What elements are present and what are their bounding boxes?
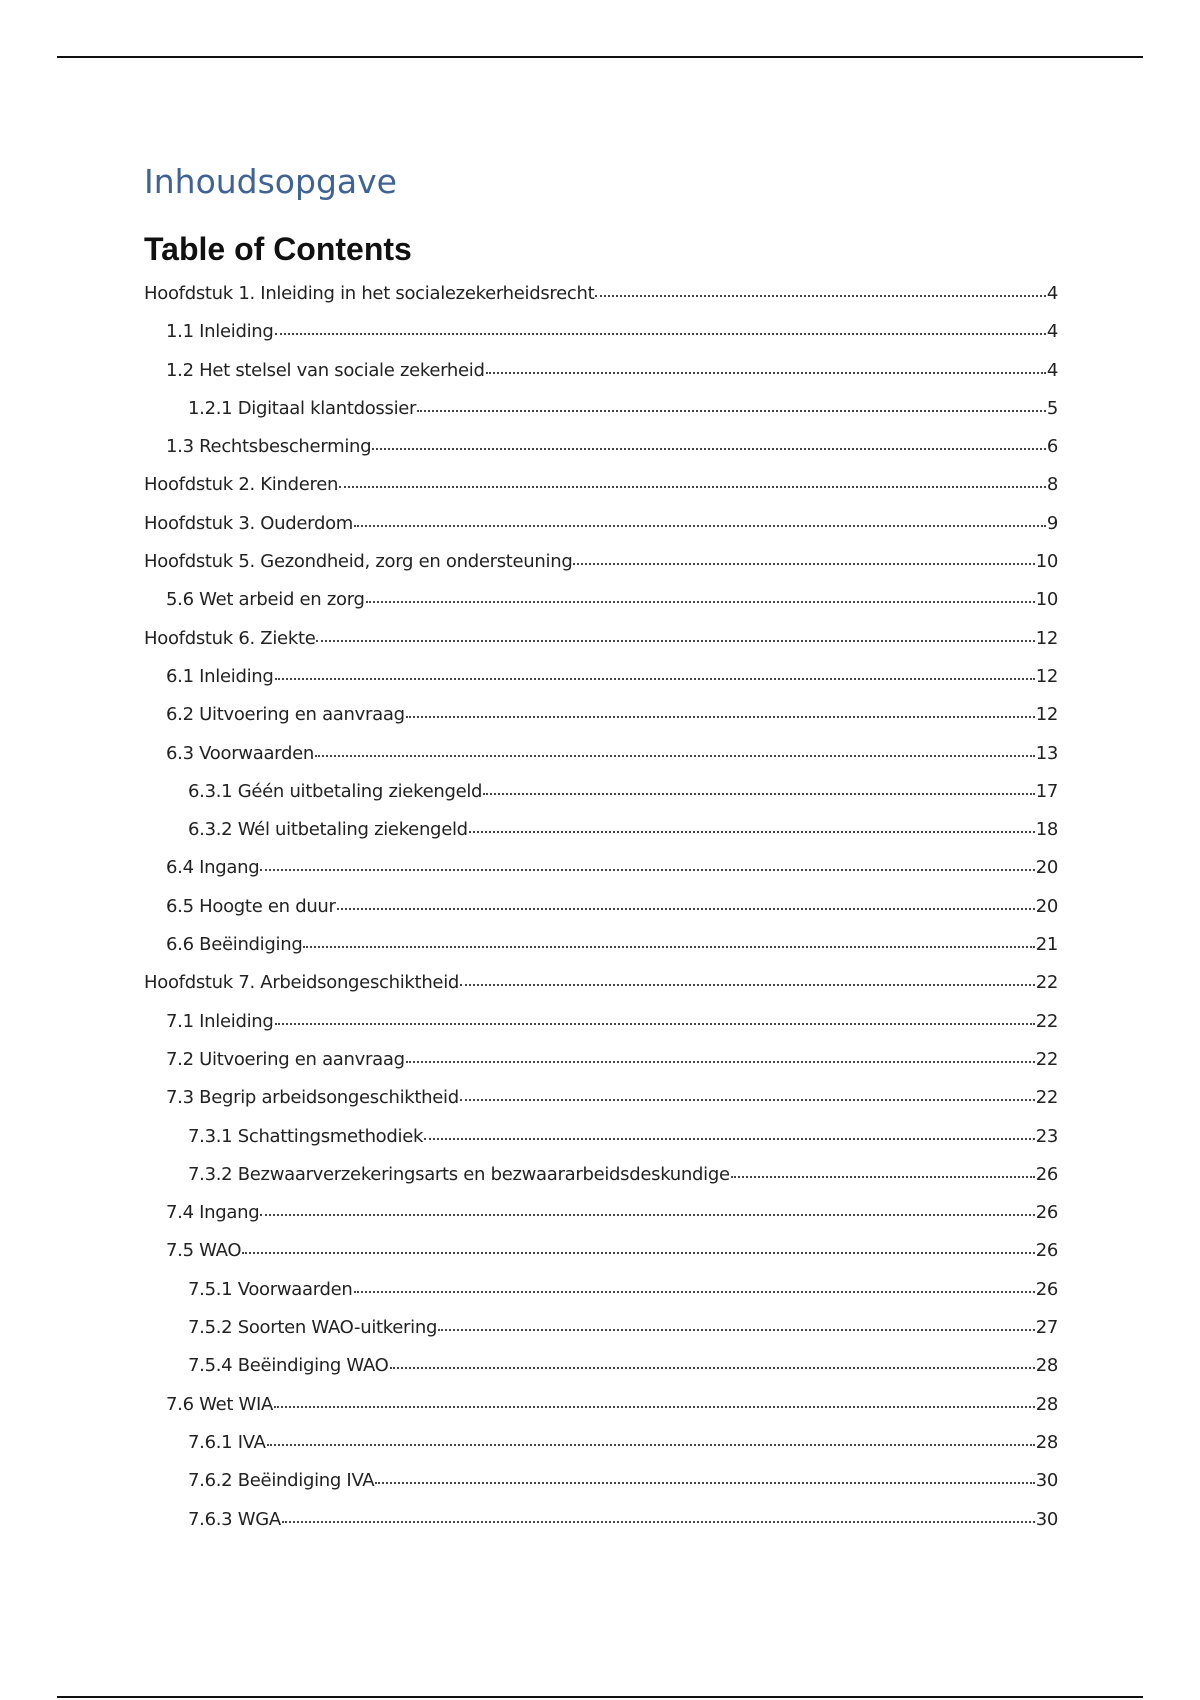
toc-entry[interactable] xyxy=(144,1159,1058,1197)
toc-entry-title: 6.6 Beëindiging xyxy=(166,934,303,956)
toc-entry-page: 28 xyxy=(1035,1431,1058,1453)
toc-entry[interactable] xyxy=(144,278,1058,316)
toc-entry[interactable] xyxy=(144,1044,1058,1082)
toc-entry-title: 6.1 Inleiding xyxy=(166,665,274,687)
toc-entry-title: 7.5.2 Soorten WAO-uitkering xyxy=(188,1317,438,1339)
toc-entry-page: 5 xyxy=(1046,397,1058,419)
toc-entry-page: 20 xyxy=(1035,895,1058,917)
toc-entry-title: 1.2 Het stelsel van sociale zekerheid xyxy=(166,359,485,381)
toc-entry[interactable] xyxy=(144,469,1058,507)
toc-entry-page: 26 xyxy=(1035,1202,1058,1224)
toc-dot-leader xyxy=(242,1252,1034,1254)
toc-entry[interactable] xyxy=(144,1350,1058,1388)
toc-entry[interactable] xyxy=(144,852,1058,890)
toc-entry[interactable] xyxy=(144,508,1058,546)
toc-entry-title: 6.5 Hoogte en duur xyxy=(166,895,336,917)
toc-entry-page: 10 xyxy=(1035,589,1058,611)
toc-entry-page: 26 xyxy=(1035,1240,1058,1262)
toc-dot-leader xyxy=(354,1291,1035,1293)
toc-dot-leader xyxy=(424,1138,1035,1140)
toc-dot-leader xyxy=(337,908,1035,910)
toc-dot-leader xyxy=(303,946,1034,948)
toc-dot-leader xyxy=(460,1099,1035,1101)
toc-entry[interactable] xyxy=(144,1389,1058,1427)
toc-entry-page: 28 xyxy=(1035,1393,1058,1415)
toc-dot-leader xyxy=(275,1023,1035,1025)
toc-entry-title: 7.3.1 Schattingsmethodiek xyxy=(188,1125,424,1147)
table-of-contents xyxy=(144,278,1058,1542)
toc-dot-leader xyxy=(406,716,1035,718)
toc-entry-page: 23 xyxy=(1035,1125,1058,1147)
toc-entry-title: 7.6.3 WGA xyxy=(188,1508,281,1530)
toc-dot-leader xyxy=(595,295,1045,297)
toc-entry-title: 6.4 Ingang xyxy=(166,857,260,879)
toc-dot-leader xyxy=(260,869,1034,871)
toc-entry-title: 7.6.2 Beëindiging IVA xyxy=(188,1470,375,1492)
toc-dot-leader xyxy=(282,1521,1035,1523)
toc-entry[interactable] xyxy=(144,1274,1058,1312)
toc-entry-title: 7.3 Begrip arbeidsongeschiktheid xyxy=(166,1087,459,1109)
toc-entry-page: 4 xyxy=(1046,283,1058,304)
toc-dot-leader xyxy=(390,1367,1035,1369)
toc-entry-page: 22 xyxy=(1035,972,1058,994)
toc-entry-page: 12 xyxy=(1035,704,1058,726)
toc-entry-page: 17 xyxy=(1035,780,1058,802)
toc-entry-title: 7.2 Uitvoering en aanvraag xyxy=(166,1048,405,1070)
toc-dot-leader xyxy=(316,640,1034,642)
toc-entry[interactable] xyxy=(144,776,1058,814)
toc-entry-page: 4 xyxy=(1046,359,1058,381)
toc-entry-page: 13 xyxy=(1035,742,1058,764)
toc-dot-leader xyxy=(460,984,1035,986)
toc-entry-title: 1.2.1 Digitaal klantdossier xyxy=(188,397,417,419)
toc-entry-title: 6.2 Uitvoering en aanvraag xyxy=(166,704,405,726)
toc-dot-leader xyxy=(573,563,1034,565)
toc-dot-leader xyxy=(406,1061,1035,1063)
toc-entry-title: Hoofdstuk 7. Arbeidsongeschiktheid xyxy=(144,972,460,994)
toc-entry[interactable] xyxy=(144,738,1058,776)
toc-dot-leader xyxy=(267,1444,1035,1446)
toc-entry-page: 18 xyxy=(1035,819,1058,841)
toc-dot-leader xyxy=(274,1406,1035,1408)
toc-entry-page: 12 xyxy=(1035,627,1058,649)
toc-entry[interactable] xyxy=(144,967,1058,1005)
toc-entry[interactable] xyxy=(144,1504,1058,1542)
toc-dot-leader xyxy=(339,486,1046,488)
toc-entry-page: 21 xyxy=(1035,934,1058,956)
toc-dot-leader xyxy=(315,755,1035,757)
toc-dot-leader xyxy=(366,601,1035,603)
toc-entry-title: 7.3.2 Bezwaarverzekeringsarts en bezwaararbeidsdeskundige xyxy=(188,1163,730,1185)
toc-entry-title: 7.5.1 Voorwaarden xyxy=(188,1278,353,1300)
toc-entry[interactable] xyxy=(144,1465,1058,1503)
toc-entry-title: Hoofdstuk 6. Ziekte xyxy=(144,627,316,649)
document-heading: Inhoudsopgave xyxy=(144,162,397,201)
toc-entry[interactable] xyxy=(144,1197,1058,1235)
toc-dot-leader xyxy=(731,1176,1035,1178)
toc-entry[interactable] xyxy=(144,699,1058,737)
toc-entry-page: 27 xyxy=(1035,1317,1058,1339)
toc-entry-title: 7.5.4 Beëindiging WAO xyxy=(188,1355,389,1377)
toc-entry-title: 6.3 Voorwaarden xyxy=(166,742,314,764)
header-rule xyxy=(57,56,1143,58)
toc-entry-title: 7.6 Wet WIA xyxy=(166,1393,274,1415)
toc-dot-leader xyxy=(260,1214,1034,1216)
toc-entry-title: Hoofdstuk 1. Inleiding in het socialezekerheidsrecht xyxy=(144,283,595,304)
toc-entry-page: 4 xyxy=(1046,321,1058,343)
toc-entry[interactable] xyxy=(144,1006,1058,1044)
toc-entry-page: 26 xyxy=(1035,1163,1058,1185)
toc-entry-title: 1.3 Rechtsbescherming xyxy=(166,436,372,458)
toc-entry[interactable] xyxy=(144,546,1058,584)
toc-entry-title: 7.4 Ingang xyxy=(166,1202,260,1224)
toc-dot-leader xyxy=(469,831,1035,833)
toc-entry-page: 30 xyxy=(1035,1508,1058,1530)
toc-dot-leader xyxy=(372,448,1046,450)
toc-entry[interactable] xyxy=(144,1082,1058,1120)
toc-entry-title: 7.1 Inleiding xyxy=(166,1010,274,1032)
toc-dot-leader xyxy=(486,372,1046,374)
toc-entry[interactable] xyxy=(144,814,1058,852)
toc-dot-leader xyxy=(483,793,1035,795)
toc-entry-page: 22 xyxy=(1035,1010,1058,1032)
toc-entry-title: Hoofdstuk 3. Ouderdom xyxy=(144,512,354,534)
toc-entry-title: Hoofdstuk 2. Kinderen xyxy=(144,474,339,496)
toc-dot-leader xyxy=(438,1329,1035,1331)
toc-entry[interactable] xyxy=(144,1427,1058,1465)
toc-dot-leader xyxy=(417,410,1046,412)
toc-entry-page: 28 xyxy=(1035,1355,1058,1377)
toc-entry[interactable] xyxy=(144,1235,1058,1273)
toc-entry-page: 8 xyxy=(1046,474,1058,496)
toc-entry[interactable] xyxy=(144,661,1058,699)
toc-entry[interactable] xyxy=(144,1121,1058,1159)
toc-entry-title: 1.1 Inleiding xyxy=(166,321,274,343)
toc-entry-title: 7.5 WAO xyxy=(166,1240,242,1262)
toc-entry-page: 22 xyxy=(1035,1048,1058,1070)
toc-entry-page: 10 xyxy=(1035,551,1058,573)
toc-title: Table of Contents xyxy=(144,231,412,267)
toc-entry-page: 9 xyxy=(1046,512,1058,534)
toc-dot-leader xyxy=(354,525,1046,527)
toc-entry[interactable] xyxy=(144,1312,1058,1350)
toc-entry[interactable] xyxy=(144,316,1058,354)
toc-entry[interactable] xyxy=(144,584,1058,622)
toc-entry-page: 6 xyxy=(1046,436,1058,458)
footer-rule xyxy=(57,1696,1143,1698)
toc-dot-leader xyxy=(375,1482,1034,1484)
toc-dot-leader xyxy=(275,678,1035,680)
toc-entry-title: 6.3.1 Géén uitbetaling ziekengeld xyxy=(188,780,483,802)
toc-entry[interactable] xyxy=(144,623,1058,661)
toc-entry-title: 6.3.2 Wél uitbetaling ziekengeld xyxy=(188,819,468,841)
toc-entry-page: 12 xyxy=(1035,665,1058,687)
toc-entry-title: 5.6 Wet arbeid en zorg xyxy=(166,589,365,611)
toc-entry-page: 22 xyxy=(1035,1087,1058,1109)
toc-entry[interactable] xyxy=(144,355,1058,393)
toc-entry[interactable] xyxy=(144,891,1058,929)
toc-entry-title: 7.6.1 IVA xyxy=(188,1431,266,1453)
toc-entry-page: 30 xyxy=(1035,1470,1058,1492)
toc-entry-page: 20 xyxy=(1035,857,1058,879)
toc-entry-page: 26 xyxy=(1035,1278,1058,1300)
toc-entry-title: Hoofdstuk 5. Gezondheid, zorg en ondersteuning xyxy=(144,551,573,573)
toc-dot-leader xyxy=(275,333,1046,335)
toc-entry[interactable] xyxy=(144,929,1058,967)
toc-entry[interactable] xyxy=(144,393,1058,431)
toc-entry[interactable] xyxy=(144,431,1058,469)
